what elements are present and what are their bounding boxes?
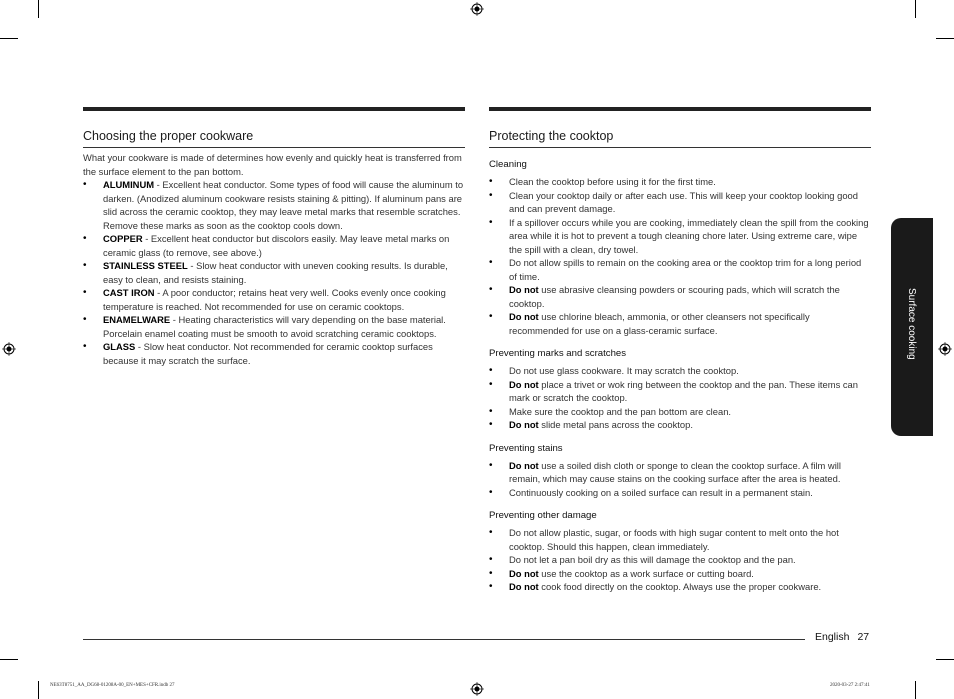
registration-mark-icon xyxy=(470,682,484,696)
item-term: Do not xyxy=(509,459,539,471)
item-text: - Excellent heat conductor. Some types of food will cause the aluminum to darken. (Anodized aluminum cookware resists staining & pitting). If aluminum pans are slid across the ceramic cooktop, they may leave metal marks that resemble scratches. Remove these marks as soon as the cooktop cools down. xyxy=(103,179,464,231)
cookware-column xyxy=(83,107,465,367)
item-text: use abrasive cleansing powders or scouring pads, which will scratch the cooktop. xyxy=(509,284,840,309)
list-item xyxy=(489,175,871,189)
list-item xyxy=(489,189,871,216)
item-term: Do not xyxy=(509,581,539,592)
item-term: Do not xyxy=(509,419,539,430)
cookware-title: Choosing the proper cookware xyxy=(83,129,254,143)
item-term: CAST IRON xyxy=(103,287,155,298)
item-text: Continuously cooking on a soiled surface can result in a permanent stain. xyxy=(509,486,813,498)
protecting-title: Protecting the cooktop xyxy=(489,129,614,143)
item-text: Do not use glass cookware. It may scratch the cooktop. xyxy=(509,365,739,376)
registration-mark-icon xyxy=(470,2,484,16)
item-term: ENAMELWARE xyxy=(103,314,171,325)
item-text: - A poor conductor; retains heat very well. Cooks evenly once cooking temperature is reached. Not recommended for use on ceramic cooktops. xyxy=(103,287,446,312)
list-item xyxy=(83,232,465,259)
title-rule xyxy=(83,147,465,148)
protecting-sections xyxy=(489,159,871,594)
item-text: Clean the cooktop before using it for the first time. xyxy=(509,176,716,187)
item-text: cook food directly on the cooktop. Always use the proper cookware. xyxy=(538,581,822,592)
section-list xyxy=(489,175,871,337)
registration-mark-icon xyxy=(2,342,16,356)
item-text: place a trivet or wok ring between the cooktop and the pan. These items can mark or scratch the cooktop. xyxy=(509,378,858,403)
list-item xyxy=(83,313,465,340)
chapter-side-tab-label: Surface cooking xyxy=(906,288,917,360)
list-item xyxy=(489,256,871,283)
item-text: Do not allow spills to remain on the cooking area or the cooktop trim for a long period of time. xyxy=(509,257,862,282)
cookware-list xyxy=(83,178,465,367)
section-heading: Preventing other damage xyxy=(489,510,597,521)
cookware-intro: What your cookware is made of determines how evenly and quickly heat is transferred from the surface element to the pan bottom. xyxy=(83,152,462,177)
item-term: Do not xyxy=(509,311,539,322)
protecting-column xyxy=(489,107,871,594)
section-list xyxy=(489,459,871,500)
list-item xyxy=(489,567,871,581)
chapter-side-tab xyxy=(891,218,933,436)
section-heading: Cleaning xyxy=(489,159,527,170)
item-text: - Slow heat conductor with uneven cooking results. Is durable, easy to clean, and resists staining. xyxy=(103,260,448,285)
item-term: Do not xyxy=(509,284,539,295)
item-text: slide metal pans across the cooktop. xyxy=(538,419,693,430)
item-term: Do not xyxy=(509,378,539,390)
section-list xyxy=(489,526,871,594)
page-number: 27 xyxy=(857,631,870,643)
item-text: - Heating characteristics will vary depending on the base material. Porcelain enamel coating must be smooth to avoid scratching ceramic cooktops. xyxy=(103,314,446,339)
section-heading: Preventing marks and scratches xyxy=(489,348,627,359)
item-text: If a spillover occurs while you are cooking, immediately clean the spill from the cooking area while it is hot to prevent a tough cleaning chore later. Using extreme care, wipe the spill with a clean, dry towel. xyxy=(509,216,869,255)
list-item xyxy=(83,178,465,232)
list-item xyxy=(83,286,465,313)
list-item xyxy=(489,364,871,378)
print-slug-right: 2020-03-27 2:47:41 xyxy=(830,683,870,688)
footer-language: English xyxy=(815,631,850,643)
list-item xyxy=(489,418,871,432)
item-term: ALUMINUM xyxy=(103,179,155,190)
item-term: GLASS xyxy=(103,341,136,352)
item-term: STAINLESS STEEL xyxy=(103,260,188,271)
list-item xyxy=(489,216,871,257)
list-item xyxy=(489,486,871,500)
item-text: Clean your cooktop daily or after each use. This will keep your cooktop looking good and can prevent damage. xyxy=(509,189,858,214)
item-text: - Excellent heat conductor but discolors easily. May leave metal marks on ceramic glass (to remove, see above.) xyxy=(103,233,450,258)
footer-rule xyxy=(83,639,805,640)
item-term: COPPER xyxy=(103,233,143,244)
page-footer xyxy=(815,631,869,643)
title-rule xyxy=(489,147,871,148)
item-text: Make sure the cooktop and the pan bottom are clean. xyxy=(509,405,732,417)
list-item xyxy=(489,526,871,553)
print-slug-left: NE63T8751_AA_DG68-01208A-00_EN+MES+CFR.indb 27 xyxy=(50,683,175,688)
registration-mark-icon xyxy=(938,342,952,356)
list-item xyxy=(489,378,871,405)
list-item xyxy=(489,310,871,337)
section-list xyxy=(489,364,871,432)
item-text: Do not allow plastic, sugar, or foods with high sugar content to melt onto the hot cooktop. Should this happen, clean immediately. xyxy=(509,527,839,552)
list-item xyxy=(83,340,465,367)
list-item xyxy=(489,553,871,567)
item-term: Do not xyxy=(509,567,539,579)
item-text: use a soiled dish cloth or sponge to clean the cooktop surface. A film will remain, which may cause stains on the cooking surface after the area is heated. xyxy=(509,459,841,484)
item-text: use the cooktop as a work surface or cutting board. xyxy=(538,567,754,579)
list-item xyxy=(489,580,871,594)
list-item xyxy=(489,459,871,486)
item-text: use chlorine bleach, ammonia, or other cleansers not specifically recommended for use on a glass-ceramic surface. xyxy=(509,311,810,336)
list-item xyxy=(83,259,465,286)
item-text: Do not let a pan boil dry as this will damage the cooktop and the pan. xyxy=(509,554,796,565)
section-heading: Preventing stains xyxy=(489,442,563,454)
list-item xyxy=(489,283,871,310)
list-item xyxy=(489,405,871,419)
item-text: - Slow heat conductor. Not recommended for ceramic cooktop surfaces because it may scratch the surface. xyxy=(103,341,433,366)
